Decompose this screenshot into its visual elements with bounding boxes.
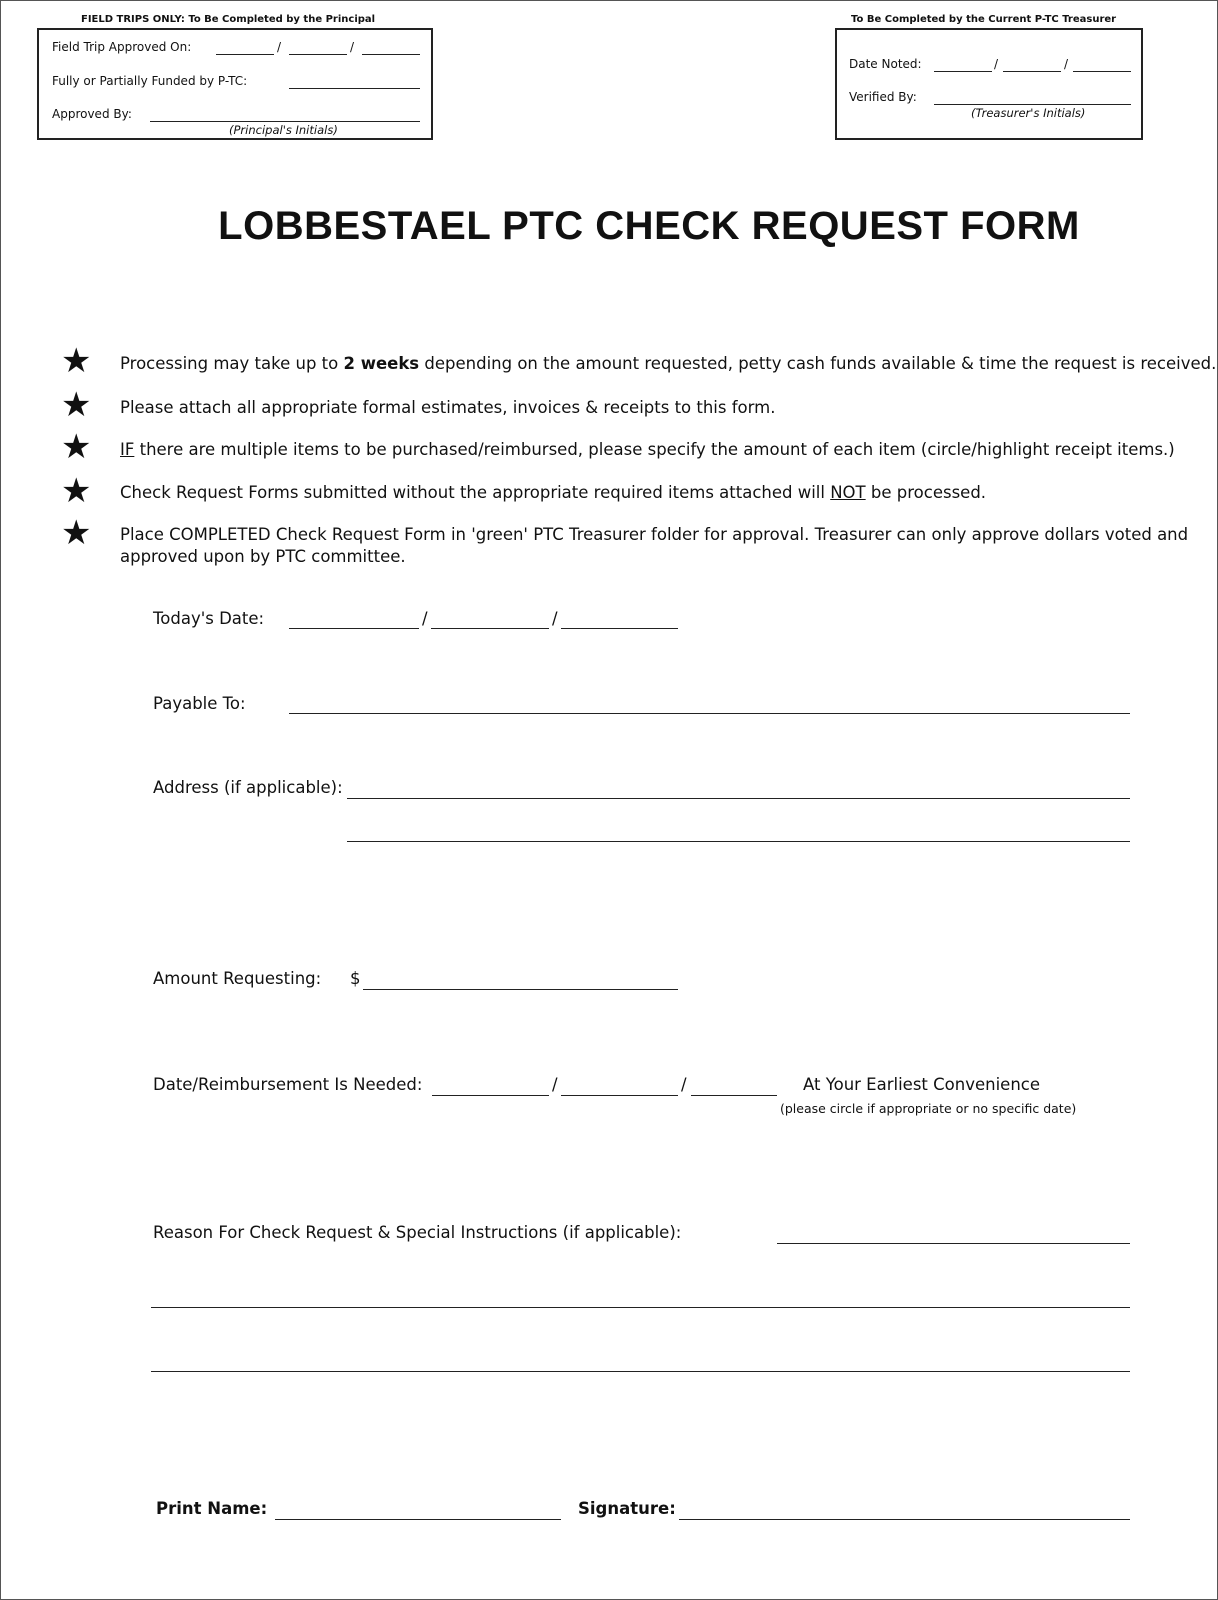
dollar-sign: $ bbox=[350, 969, 361, 988]
star-icon: ★ bbox=[61, 513, 92, 553]
note-text: depending on the amount requested, petty cash funds available & time the request is received. bbox=[419, 354, 1217, 373]
print-name-label: Print Name: bbox=[156, 1499, 268, 1518]
note-place-form-line2: approved upon by PTC committee. bbox=[120, 547, 406, 566]
date-needed-label: Date/Reimbursement Is Needed: bbox=[153, 1075, 423, 1094]
treasurer-initials-caption: (Treasurer's Initials) bbox=[971, 106, 1086, 120]
signature-field[interactable] bbox=[679, 1519, 1130, 1520]
principal-box-header: FIELD TRIPS ONLY: To Be Completed by the Principal bbox=[81, 14, 376, 25]
approved-by-label: Approved By: bbox=[52, 107, 132, 121]
verified-by-field[interactable] bbox=[934, 104, 1131, 105]
approved-on-day-field[interactable] bbox=[289, 54, 347, 55]
principal-initials-caption: (Principal's Initials) bbox=[229, 123, 338, 137]
slash: / bbox=[1064, 57, 1069, 71]
note-underline: NOT bbox=[830, 483, 866, 502]
date-noted-day-field[interactable] bbox=[1003, 71, 1061, 72]
star-icon: ★ bbox=[61, 341, 92, 381]
star-icon: ★ bbox=[61, 427, 92, 467]
approved-on-label: Field Trip Approved On: bbox=[52, 40, 192, 54]
todays-date-year-field[interactable] bbox=[561, 628, 678, 629]
address-label: Address (if applicable): bbox=[153, 778, 343, 797]
reason-line3-field[interactable] bbox=[151, 1371, 1130, 1372]
date-needed-month-field[interactable] bbox=[432, 1095, 549, 1096]
note-processing bbox=[120, 354, 1216, 373]
todays-date-label: Today's Date: bbox=[153, 609, 265, 628]
note-underline: IF bbox=[120, 440, 135, 459]
address-line2-field[interactable] bbox=[347, 841, 1130, 842]
reason-label: Reason For Check Request & Special Instructions (if applicable): bbox=[153, 1223, 682, 1242]
note-bold: 2 weeks bbox=[343, 354, 420, 373]
note-not-processed bbox=[120, 483, 986, 502]
approved-on-year-field[interactable] bbox=[362, 54, 420, 55]
treasurer-box-header: To Be Completed by the Current P-TC Treasurer bbox=[851, 14, 1117, 25]
earliest-convenience-note: (please circle if appropriate or no specific date) bbox=[780, 1101, 1077, 1116]
note-text: there are multiple items to be purchased/reimbursed, please specify the amount of each item (circle/highlight receipt items.) bbox=[134, 440, 1175, 459]
slash: / bbox=[350, 40, 355, 54]
star-icon: ★ bbox=[61, 385, 92, 425]
note-text: be processed. bbox=[865, 483, 987, 502]
reason-line1-field[interactable] bbox=[777, 1243, 1130, 1244]
note-multiple-items bbox=[120, 440, 1175, 459]
page-title: LOBBESTAEL PTC CHECK REQUEST FORM bbox=[218, 204, 1080, 248]
note-text: Check Request Forms submitted without the appropriate required items attached will bbox=[120, 483, 831, 502]
approved-on-month-field[interactable] bbox=[216, 54, 274, 55]
slash: / bbox=[552, 1075, 558, 1094]
amount-field[interactable] bbox=[363, 989, 678, 990]
reason-line2-field[interactable] bbox=[151, 1307, 1130, 1308]
note-text: Processing may take up to bbox=[120, 354, 344, 373]
slash: / bbox=[277, 40, 282, 54]
slash: / bbox=[422, 609, 428, 628]
treasurer-box bbox=[835, 28, 1143, 140]
date-noted-month-field[interactable] bbox=[934, 71, 992, 72]
note-place-form-line1: Place COMPLETED Check Request Form in 'green' PTC Treasurer folder for approval. Treasurer can only approve dollars voted and bbox=[120, 525, 1189, 544]
signature-label: Signature: bbox=[578, 1499, 676, 1518]
earliest-convenience-option[interactable]: At Your Earliest Convenience bbox=[803, 1075, 1040, 1094]
date-noted-label: Date Noted: bbox=[849, 57, 922, 71]
todays-date-day-field[interactable] bbox=[431, 628, 549, 629]
approved-by-field[interactable] bbox=[150, 121, 420, 122]
slash: / bbox=[681, 1075, 687, 1094]
date-noted-year-field[interactable] bbox=[1073, 71, 1131, 72]
address-line1-field[interactable] bbox=[347, 798, 1130, 799]
payable-to-field[interactable] bbox=[289, 713, 1130, 714]
print-name-field[interactable] bbox=[275, 1519, 561, 1520]
date-needed-day-field[interactable] bbox=[561, 1095, 678, 1096]
note-attach: Please attach all appropriate formal estimates, invoices & receipts to this form. bbox=[120, 398, 776, 417]
amount-label: Amount Requesting: bbox=[153, 969, 322, 988]
slash: / bbox=[552, 609, 558, 628]
star-icon: ★ bbox=[61, 471, 92, 511]
date-needed-year-field[interactable] bbox=[691, 1095, 777, 1096]
verified-by-label: Verified By: bbox=[849, 90, 917, 104]
funded-field[interactable] bbox=[289, 88, 420, 89]
funded-label: Fully or Partially Funded by P-TC: bbox=[52, 74, 248, 88]
todays-date-month-field[interactable] bbox=[289, 628, 419, 629]
slash: / bbox=[994, 57, 999, 71]
payable-to-label: Payable To: bbox=[153, 694, 246, 713]
